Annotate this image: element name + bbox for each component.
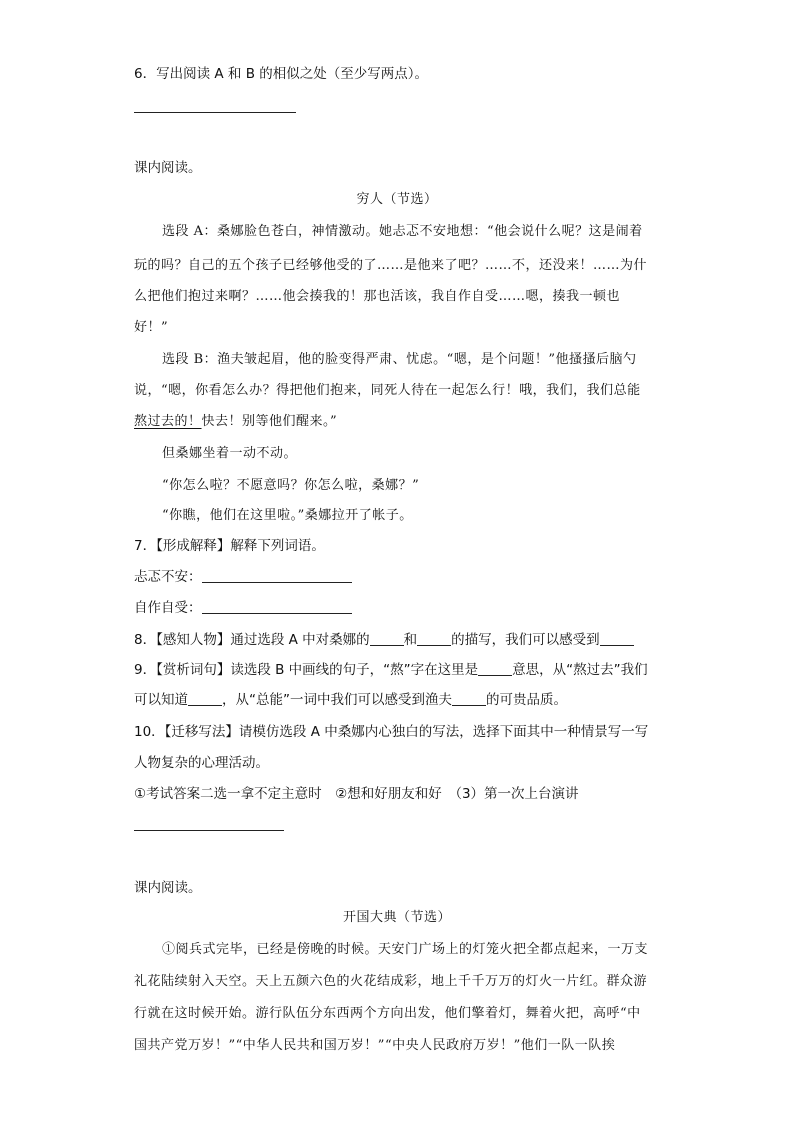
q9-blank-1[interactable]: [478, 661, 512, 676]
passage-2-line-1: ①阅兵式完毕，已经是傍晚的时候。天安门广场上的灯笼火把全都点起来，一万支: [162, 942, 649, 957]
passage-b-line-3: 熬过去的！快去！别等他们醒来。”: [134, 414, 338, 429]
question-10-line-1: 10．【迁移写法】请模仿选段 A 中桑娜内心独白的写法，选择下面其中一种情景写一写: [134, 724, 649, 740]
q9-blank-3[interactable]: [452, 691, 486, 706]
section-label-1: 课内阅读。: [134, 160, 202, 176]
q7-word-2: 自作自受：: [134, 598, 352, 618]
answer-line-q6[interactable]: [134, 112, 296, 113]
passage-b-line-2: 说，“嗯，你看怎么办？得把他们抱来，同死人待在一起怎么行！哦，我们，我们总能: [134, 383, 641, 398]
passage-a-line-4: 好！”: [134, 320, 169, 335]
question-8: 8．【感知人物】通过选段 A 中对桑娜的 和 的描写，我们可以感受到: [134, 630, 634, 650]
q7-word-1: 忐忑不安：: [134, 567, 352, 587]
passage-a-line-3: 么把他们抱过来啊？……他会揍我的！那也活该，我自作自受……嗯，揍我一顿也: [134, 289, 621, 304]
passage-title-founding-ceremony: 开国大典（节选）: [342, 910, 451, 925]
q7-answer-1[interactable]: [202, 568, 352, 583]
passage-2-line-3: 行就在这时候开始。游行队伍分东西两个方向出发，他们擎着灯，舞着火把，高呼“中: [134, 1006, 641, 1021]
passage-a-line-1: 选段 A：桑娜脸色苍白，神情激动。她忐忑不安地想：“他会说什么呢？这是闹着: [162, 224, 643, 239]
q8-blank-1[interactable]: [370, 631, 404, 646]
q8-blank-3[interactable]: [600, 631, 634, 646]
question-6: 6．写出阅读 A 和 B 的相似之处（至少写两点）。: [134, 66, 429, 82]
question-7: 7．【形成解释】解释下列词语。: [134, 538, 325, 554]
underlined-sentence: 熬过去的！: [134, 414, 202, 429]
q9-blank-2[interactable]: [188, 691, 222, 706]
passage-b-line-ask: “你怎么啦？不愿意吗？你怎么啦，桑娜？”: [162, 478, 420, 493]
answer-line-q10[interactable]: [134, 830, 284, 831]
passage-2-line-2: 礼花陆续射入天空。天上五颜六色的火花结成彩，地上千千万万的灯火一片红。群众游: [134, 974, 648, 989]
passage-2-line-4: 国共产党万岁！”“中华人民共和国万岁！”“中央人民政府万岁！”他们一队一队挨: [134, 1038, 616, 1053]
section-label-2: 课内阅读。: [134, 880, 202, 896]
question-10-options: ①考试答案二选一拿不定主意时 ②想和好朋友和好 （3）第一次上台演讲: [134, 786, 579, 802]
q8-blank-2[interactable]: [417, 631, 451, 646]
passage-a-line-2: 玩的吗？自己的五个孩子已经够他受的了……是他来了吧？……不，还没来！……为什: [134, 258, 648, 273]
q7-answer-2[interactable]: [202, 599, 352, 614]
passage-b-line-look: “你瞧，他们在这里啦。”桑娜拉开了帐子。: [162, 508, 413, 523]
question-9-line-1: 9．【赏析词句】读选段 B 中画线的句子，“熬”字在这里是 意思，从“熬过去”我们: [134, 662, 648, 678]
question-9-line-2: 可以知道 ，从“总能”一词中我们可以感受到渔夫 的可贵品质。: [134, 692, 567, 708]
question-10-line-2: 人物复杂的心理活动。: [134, 755, 269, 771]
passage-b-line-sit: 但桑娜坐着一动不动。: [162, 446, 298, 461]
passage-title-poor-people: 穷人（节选）: [356, 192, 438, 207]
passage-b-line-1: 选段 B：渔夫皱起眉，他的脸变得严肃、忧虑。“嗯，是个问题！”他搔搔后脑勺: [162, 352, 637, 367]
